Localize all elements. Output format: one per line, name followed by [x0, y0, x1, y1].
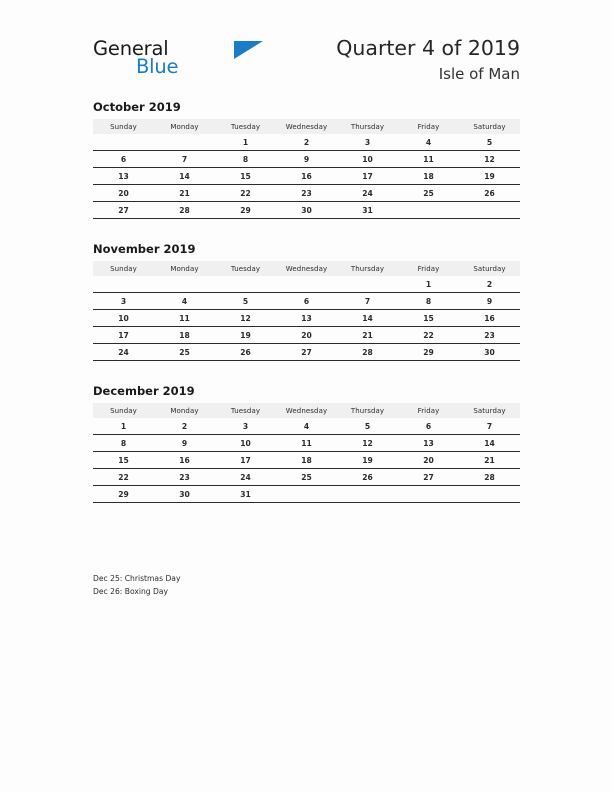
month-title: December 2019 — [93, 384, 195, 398]
day-cell[interactable]: 24 — [93, 344, 154, 361]
weekday-header-saturday: Saturday — [459, 119, 520, 134]
page-title: Quarter 4 of 2019 — [336, 36, 520, 60]
week-row — [93, 310, 520, 327]
month-block — [93, 384, 520, 503]
weekday-header-wednesday: Wednesday — [276, 261, 337, 276]
day-cell[interactable]: 20 — [93, 185, 154, 202]
week-row — [93, 276, 520, 293]
day-cell[interactable]: 19 — [459, 168, 520, 185]
day-cell[interactable]: 18 — [276, 452, 337, 469]
weekday-header-friday: Friday — [398, 403, 459, 418]
weekday-header-friday: Friday — [398, 119, 459, 134]
day-cell[interactable]: 27 — [398, 469, 459, 486]
day-cell[interactable]: 13 — [398, 435, 459, 452]
location-subtitle: Isle of Man — [438, 65, 520, 83]
week-row — [93, 134, 520, 151]
day-cell-empty — [215, 276, 276, 293]
day-cell[interactable]: 6 — [93, 151, 154, 168]
weekday-header-thursday: Thursday — [337, 261, 398, 276]
day-cell-empty — [154, 134, 215, 151]
month-title: November 2019 — [93, 242, 196, 256]
week-row — [93, 418, 520, 435]
day-cell[interactable]: 16 — [459, 310, 520, 327]
weekday-header-thursday: Thursday — [337, 403, 398, 418]
day-cell[interactable]: 29 — [215, 202, 276, 219]
day-cell-holiday[interactable]: 25 — [276, 469, 337, 486]
day-cell[interactable]: 9 — [459, 293, 520, 310]
day-cell[interactable]: 5 — [364, 421, 371, 431]
day-cell[interactable]: 11 — [154, 310, 215, 327]
day-cell[interactable]: 21 — [154, 185, 215, 202]
day-cell[interactable]: 2 — [181, 421, 188, 431]
weekday-header-row — [93, 261, 520, 276]
day-cell[interactable]: 11 — [276, 435, 337, 452]
day-cell[interactable]: 19 — [337, 452, 398, 469]
day-cell[interactable]: 19 — [215, 327, 276, 344]
day-cell-empty — [276, 486, 337, 503]
day-cell[interactable]: 21 — [337, 327, 398, 344]
day-cell[interactable]: 24 — [337, 185, 398, 202]
day-cell[interactable]: 6 — [276, 293, 337, 310]
day-cell[interactable]: 9 — [154, 435, 215, 452]
holiday-note: Dec 25: Christmas Day — [93, 574, 181, 583]
day-cell[interactable]: 12 — [215, 310, 276, 327]
day-cell[interactable]: 4 — [303, 421, 310, 431]
day-cell[interactable]: 5 — [215, 293, 276, 310]
day-cell[interactable]: 20 — [398, 452, 459, 469]
day-cell[interactable]: 14 — [337, 310, 398, 327]
logo-text-general: General — [93, 37, 169, 60]
day-cell[interactable]: 18 — [154, 327, 215, 344]
day-cell[interactable]: 28 — [337, 344, 398, 361]
day-cell[interactable]: 30 — [154, 486, 215, 503]
day-cell[interactable]: 2 — [486, 279, 493, 289]
week-row — [93, 151, 520, 168]
day-cell[interactable]: 3 — [93, 293, 154, 310]
day-cell[interactable]: 2 — [303, 137, 310, 147]
day-cell[interactable]: 7 — [337, 293, 398, 310]
day-cell[interactable]: 27 — [276, 344, 337, 361]
title-block — [336, 36, 520, 84]
weekday-header-monday: Monday — [154, 119, 215, 134]
day-cell[interactable]: 8 — [398, 293, 459, 310]
month-block — [93, 100, 520, 219]
day-cell[interactable]: 10 — [93, 310, 154, 327]
day-cell[interactable]: 17 — [337, 168, 398, 185]
day-cell[interactable]: 3 — [364, 137, 371, 147]
day-cell[interactable]: 1 — [242, 137, 249, 147]
day-cell[interactable]: 7 — [154, 151, 215, 168]
holiday-note: Dec 26: Boxing Day — [93, 587, 169, 596]
weekday-header-tuesday: Tuesday — [215, 403, 276, 418]
weekday-header-sunday: Sunday — [93, 403, 154, 418]
week-row — [93, 327, 520, 344]
day-cell[interactable]: 15 — [398, 310, 459, 327]
day-cell[interactable]: 8 — [215, 151, 276, 168]
day-cell[interactable]: 27 — [93, 202, 154, 219]
day-cell[interactable]: 25 — [154, 344, 215, 361]
day-cell-empty — [276, 276, 337, 293]
day-cell[interactable]: 4 — [154, 293, 215, 310]
day-cell-empty — [337, 276, 398, 293]
weekday-header-sunday: Sunday — [93, 261, 154, 276]
day-cell[interactable]: 11 — [398, 151, 459, 168]
day-cell[interactable]: 23 — [459, 327, 520, 344]
day-cell[interactable]: 30 — [276, 202, 337, 219]
day-cell[interactable]: 9 — [276, 151, 337, 168]
day-cell[interactable]: 4 — [425, 137, 432, 147]
day-cell[interactable]: 21 — [459, 452, 520, 469]
day-cell[interactable]: 24 — [215, 469, 276, 486]
weekday-header-wednesday: Wednesday — [276, 119, 337, 134]
day-cell[interactable]: 26 — [215, 344, 276, 361]
general-blue-logo — [93, 38, 293, 84]
day-cell[interactable]: 25 — [398, 185, 459, 202]
day-cell[interactable]: 23 — [276, 185, 337, 202]
day-cell-empty — [398, 486, 459, 503]
day-cell[interactable]: 3 — [242, 421, 249, 431]
day-cell[interactable]: 14 — [459, 435, 520, 452]
month-block — [93, 242, 520, 361]
week-row — [93, 469, 520, 486]
weekday-header-monday: Monday — [154, 261, 215, 276]
weekday-header-friday: Friday — [398, 261, 459, 276]
day-cell-empty — [459, 202, 520, 219]
day-cell[interactable]: 13 — [276, 310, 337, 327]
day-cell-empty — [93, 276, 154, 293]
day-cell-empty — [459, 486, 520, 503]
day-cell[interactable]: 7 — [486, 421, 493, 431]
day-cell[interactable]: 13 — [93, 168, 154, 185]
week-row — [93, 435, 520, 452]
day-cell[interactable]: 31 — [337, 202, 398, 219]
weekday-header-saturday: Saturday — [459, 261, 520, 276]
holiday-notes — [93, 572, 493, 598]
week-row — [93, 344, 520, 361]
weekday-header-wednesday: Wednesday — [276, 403, 337, 418]
week-row — [93, 168, 520, 185]
weekday-header-monday: Monday — [154, 403, 215, 418]
day-cell[interactable]: 22 — [215, 185, 276, 202]
day-cell[interactable]: 8 — [93, 435, 154, 452]
page-header — [0, 0, 612, 96]
week-row — [93, 452, 520, 469]
day-cell-holiday[interactable]: 26 — [337, 469, 398, 486]
day-cell[interactable]: 1 — [120, 421, 127, 431]
day-cell[interactable]: 18 — [398, 168, 459, 185]
day-cell[interactable]: 17 — [93, 327, 154, 344]
month-title: October 2019 — [93, 100, 181, 114]
day-cell[interactable]: 12 — [337, 435, 398, 452]
weekday-header-tuesday: Tuesday — [215, 119, 276, 134]
weekday-header-sunday: Sunday — [93, 119, 154, 134]
day-cell[interactable]: 26 — [459, 185, 520, 202]
months-container — [93, 100, 520, 526]
weekday-header-row — [93, 119, 520, 134]
month-grid — [93, 261, 520, 361]
triangle-icon — [234, 41, 263, 59]
day-cell[interactable]: 29 — [398, 344, 459, 361]
day-cell-empty — [398, 202, 459, 219]
day-cell[interactable]: 17 — [215, 452, 276, 469]
day-cell[interactable]: 10 — [337, 151, 398, 168]
day-cell[interactable]: 15 — [93, 452, 154, 469]
weekday-header-saturday: Saturday — [459, 403, 520, 418]
day-cell[interactable]: 16 — [154, 452, 215, 469]
day-cell-empty — [337, 486, 398, 503]
day-cell[interactable]: 20 — [276, 327, 337, 344]
week-row — [93, 486, 520, 503]
day-cell[interactable]: 29 — [93, 486, 154, 503]
day-cell[interactable]: 16 — [276, 168, 337, 185]
week-row — [93, 185, 520, 202]
day-cell[interactable]: 10 — [215, 435, 276, 452]
day-cell[interactable]: 1 — [425, 279, 432, 289]
day-cell[interactable]: 5 — [486, 137, 493, 147]
day-cell[interactable]: 6 — [425, 421, 432, 431]
day-cell[interactable]: 30 — [459, 344, 520, 361]
day-cell[interactable]: 12 — [459, 151, 520, 168]
logo-text-blue: Blue — [136, 55, 179, 78]
weekday-header-row — [93, 403, 520, 418]
day-cell[interactable]: 28 — [459, 469, 520, 486]
month-grid — [93, 403, 520, 503]
week-row — [93, 293, 520, 310]
weekday-header-tuesday: Tuesday — [215, 261, 276, 276]
day-cell[interactable]: 31 — [215, 486, 276, 503]
day-cell[interactable]: 22 — [93, 469, 154, 486]
day-cell-empty — [154, 276, 215, 293]
day-cell[interactable]: 22 — [398, 327, 459, 344]
month-grid — [93, 119, 520, 219]
day-cell[interactable]: 14 — [154, 168, 215, 185]
day-cell[interactable]: 28 — [154, 202, 215, 219]
day-cell-empty — [93, 134, 154, 151]
day-cell[interactable]: 23 — [154, 469, 215, 486]
weekday-header-thursday: Thursday — [337, 119, 398, 134]
day-cell[interactable]: 15 — [215, 168, 276, 185]
week-row — [93, 202, 520, 219]
